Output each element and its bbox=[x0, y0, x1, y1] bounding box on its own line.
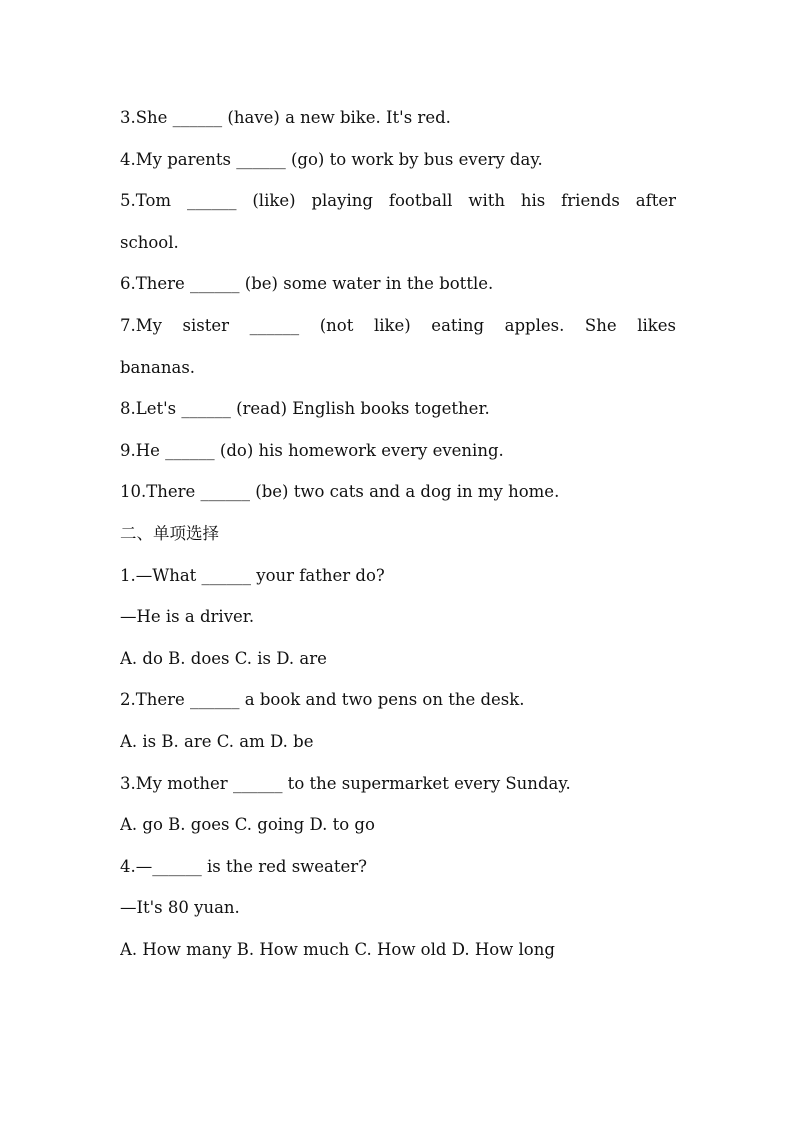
exercise-line-fill-4: 4.My parents ______ (go) to work by bus every day. bbox=[120, 149, 543, 169]
exercise-line-fill-5: 5.Tom ______ (like) playing football with his friends after bbox=[120, 191, 676, 211]
mc-question-2: 2.There ______ a book and two pens on the desk. bbox=[120, 690, 525, 710]
mc-question-4-options: A. How many B. How much C. How old D. How long bbox=[120, 939, 555, 959]
exercise-line-fill-6: 6.There ______ (be) some water in the bottle. bbox=[120, 274, 494, 294]
exercise-line-fill-3: 3.She ______ (have) a new bike. It's red. bbox=[120, 108, 451, 127]
exercise-line-fill-5-cont: school. bbox=[120, 232, 179, 252]
mc-question-1-options: A. do B. does C. is D. are bbox=[120, 648, 327, 668]
mc-question-2-options: A. is B. are C. am D. be bbox=[120, 731, 314, 751]
exercise-line-fill-10: 10.There ______ (be) two cats and a dog in my home. bbox=[120, 482, 560, 502]
mc-question-1: 1.—What ______ your father do? bbox=[120, 565, 385, 585]
mc-question-3: 3.My mother ______ to the supermarket every Sunday. bbox=[120, 773, 571, 793]
exercise-line-fill-7-cont: bananas. bbox=[120, 357, 196, 377]
mc-question-3-options: A. go B. goes C. going D. to go bbox=[120, 815, 375, 835]
mc-question-4-answer: —It's 80 yuan. bbox=[120, 898, 240, 918]
worksheet-content bbox=[120, 97, 676, 970]
exercise-line-fill-9: 9.He ______ (do) his homework every evening. bbox=[120, 440, 504, 460]
mc-question-1-answer: —He is a driver. bbox=[120, 607, 255, 627]
exercise-line-fill-7: 7.My sister ______ (not like) eating apples. She likes bbox=[120, 315, 676, 335]
mc-question-4: 4.—______ is the red sweater? bbox=[120, 856, 368, 876]
section-heading-multiple-choice: 二、单项选择 bbox=[120, 523, 219, 543]
exercise-line-fill-8: 8.Let's ______ (read) English books together. bbox=[120, 399, 490, 419]
